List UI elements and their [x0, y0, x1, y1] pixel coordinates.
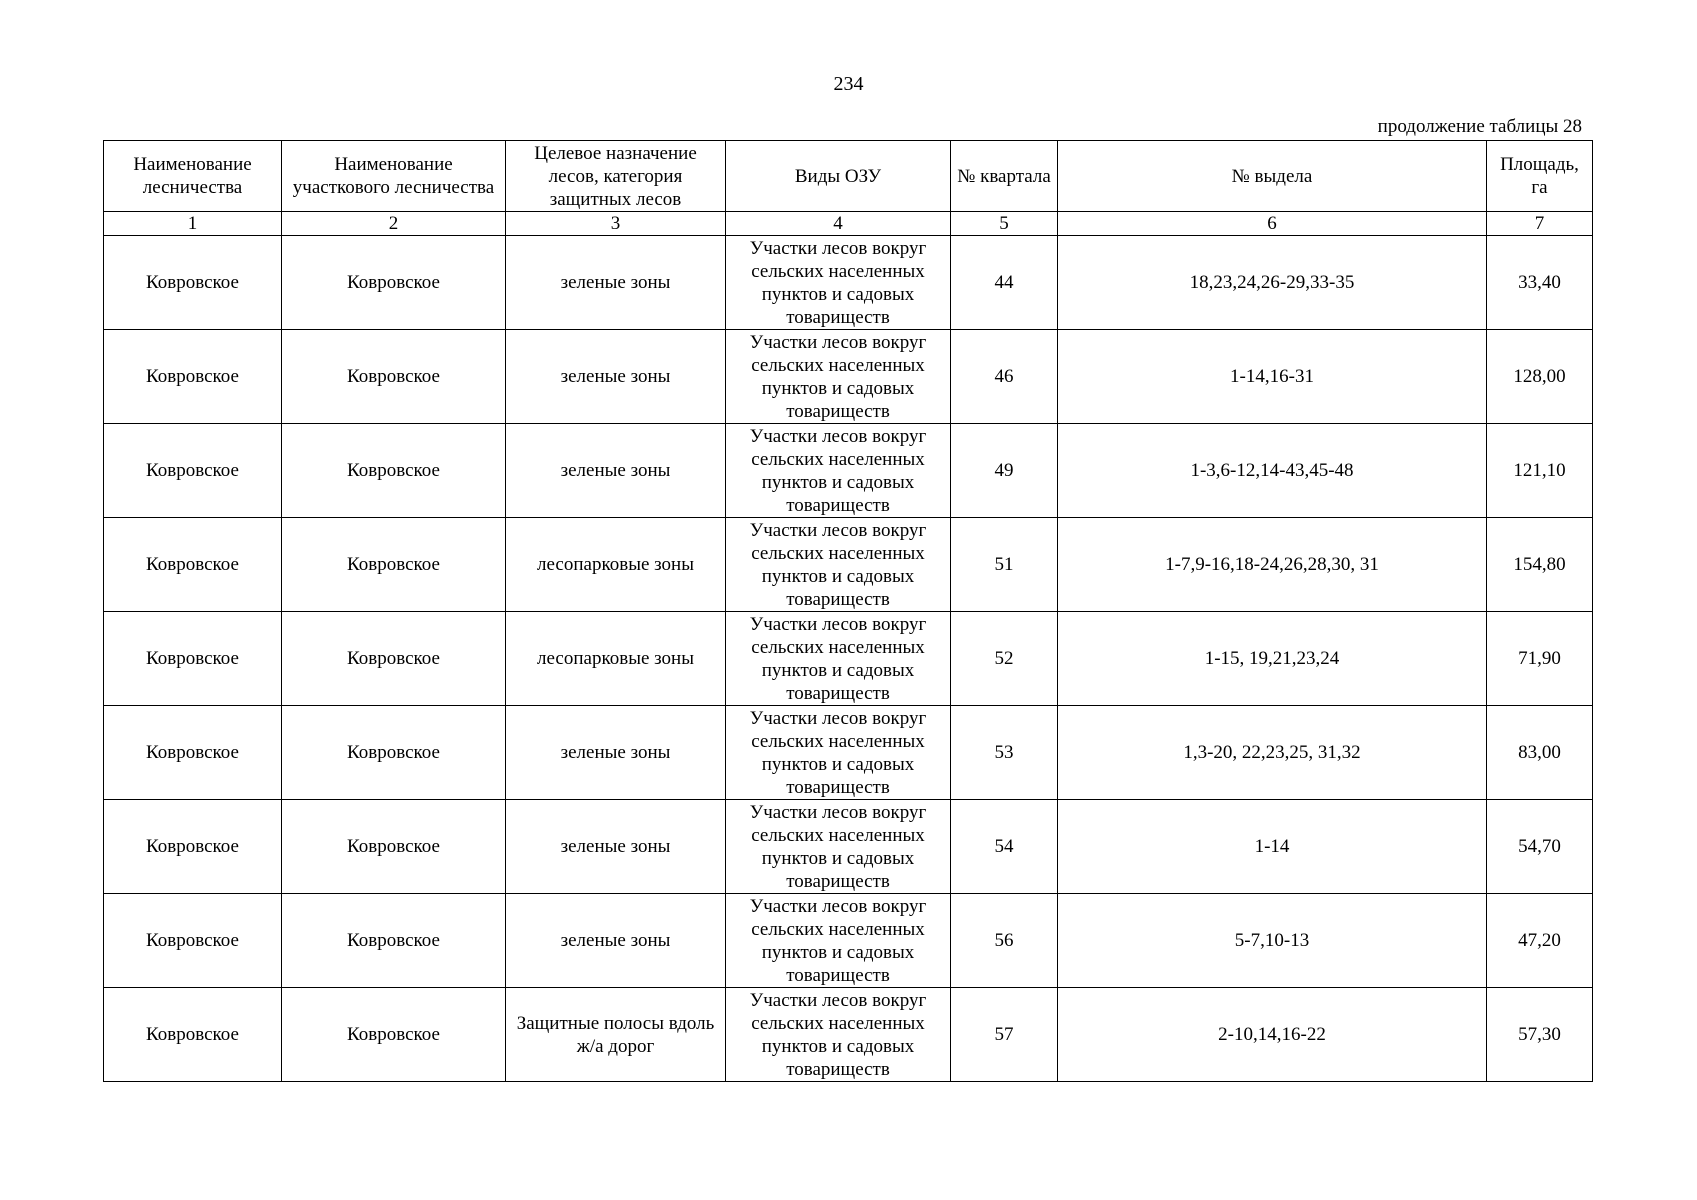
cell-purpose: лесопарковые зоны: [506, 518, 726, 612]
cell-ozu-type: Участки лесов вокруг сельских населенных пунктов и садовых товариществ: [726, 330, 951, 424]
cell-quarter: 57: [951, 988, 1058, 1082]
cell-ozu-type: Участки лесов вокруг сельских населенных пунктов и садовых товариществ: [726, 706, 951, 800]
cell-compartments: 18,23,24,26-29,33-35: [1058, 236, 1487, 330]
cell-district-forestry: Ковровское: [282, 706, 506, 800]
cell-quarter: 56: [951, 894, 1058, 988]
cell-compartments: 1-7,9-16,18-24,26,28,30, 31: [1058, 518, 1487, 612]
cell-area: 121,10: [1487, 424, 1593, 518]
cell-quarter: 44: [951, 236, 1058, 330]
cell-district-forestry: Ковровское: [282, 988, 506, 1082]
cell-district-forestry: Ковровское: [282, 800, 506, 894]
cell-forestry: Ковровское: [104, 236, 282, 330]
cell-compartments: 1-14,16-31: [1058, 330, 1487, 424]
column-header: Наименование участкового лесничества: [282, 141, 506, 212]
table-row: [104, 518, 1593, 612]
table-row: [104, 612, 1593, 706]
table-header-row: [104, 141, 1593, 212]
cell-area: 54,70: [1487, 800, 1593, 894]
cell-area: 83,00: [1487, 706, 1593, 800]
cell-forestry: Ковровское: [104, 612, 282, 706]
column-number: 3: [506, 212, 726, 236]
cell-area: 47,20: [1487, 894, 1593, 988]
column-header: Виды ОЗУ: [726, 141, 951, 212]
cell-compartments: 1,3-20, 22,23,25, 31,32: [1058, 706, 1487, 800]
cell-forestry: Ковровское: [104, 800, 282, 894]
cell-area: 71,90: [1487, 612, 1593, 706]
table-row: [104, 988, 1593, 1082]
cell-purpose: Защитные полосы вдоль ж/а дорог: [506, 988, 726, 1082]
column-number: 1: [104, 212, 282, 236]
column-header: Целевое назначение лесов, категория защитных лесов: [506, 141, 726, 212]
table-row: [104, 236, 1593, 330]
cell-forestry: Ковровское: [104, 988, 282, 1082]
cell-forestry: Ковровское: [104, 706, 282, 800]
cell-ozu-type: Участки лесов вокруг сельских населенных пунктов и садовых товариществ: [726, 424, 951, 518]
cell-purpose: зеленые зоны: [506, 330, 726, 424]
cell-district-forestry: Ковровское: [282, 612, 506, 706]
cell-quarter: 49: [951, 424, 1058, 518]
cell-purpose: зеленые зоны: [506, 706, 726, 800]
cell-ozu-type: Участки лесов вокруг сельских населенных пунктов и садовых товариществ: [726, 894, 951, 988]
cell-compartments: 2-10,14,16-22: [1058, 988, 1487, 1082]
cell-district-forestry: Ковровское: [282, 518, 506, 612]
column-number: 6: [1058, 212, 1487, 236]
cell-district-forestry: Ковровское: [282, 330, 506, 424]
cell-purpose: зеленые зоны: [506, 800, 726, 894]
cell-ozu-type: Участки лесов вокруг сельских населенных пунктов и садовых товариществ: [726, 612, 951, 706]
forest-zones-table: [103, 140, 1593, 1082]
table-row: [104, 706, 1593, 800]
cell-area: 33,40: [1487, 236, 1593, 330]
cell-forestry: Ковровское: [104, 518, 282, 612]
column-header: Наименование лесничества: [104, 141, 282, 212]
cell-quarter: 54: [951, 800, 1058, 894]
cell-ozu-type: Участки лесов вокруг сельских населенных пунктов и садовых товариществ: [726, 988, 951, 1082]
cell-purpose: зеленые зоны: [506, 424, 726, 518]
cell-compartments: 1-3,6-12,14-43,45-48: [1058, 424, 1487, 518]
cell-quarter: 51: [951, 518, 1058, 612]
cell-area: 128,00: [1487, 330, 1593, 424]
cell-quarter: 52: [951, 612, 1058, 706]
table-row: [104, 894, 1593, 988]
page-number: 234: [833, 73, 864, 95]
cell-quarter: 53: [951, 706, 1058, 800]
column-number-row: [104, 212, 1593, 236]
column-number: 7: [1487, 212, 1593, 236]
cell-area: 57,30: [1487, 988, 1593, 1082]
cell-purpose: зеленые зоны: [506, 894, 726, 988]
column-header: № квартала: [951, 141, 1058, 212]
table-row: [104, 330, 1593, 424]
column-number: 5: [951, 212, 1058, 236]
cell-district-forestry: Ковровское: [282, 894, 506, 988]
table-continuation-label: продолжение таблицы 28: [1377, 116, 1582, 137]
cell-area: 154,80: [1487, 518, 1593, 612]
cell-quarter: 46: [951, 330, 1058, 424]
cell-compartments: 1-14: [1058, 800, 1487, 894]
cell-forestry: Ковровское: [104, 330, 282, 424]
column-number: 2: [282, 212, 506, 236]
column-header: № выдела: [1058, 141, 1487, 212]
cell-ozu-type: Участки лесов вокруг сельских населенных пунктов и садовых товариществ: [726, 236, 951, 330]
cell-purpose: зеленые зоны: [506, 236, 726, 330]
table-row: [104, 424, 1593, 518]
cell-ozu-type: Участки лесов вокруг сельских населенных пунктов и садовых товариществ: [726, 518, 951, 612]
cell-compartments: 1-15, 19,21,23,24: [1058, 612, 1487, 706]
cell-ozu-type: Участки лесов вокруг сельских населенных пунктов и садовых товариществ: [726, 800, 951, 894]
cell-forestry: Ковровское: [104, 894, 282, 988]
cell-district-forestry: Ковровское: [282, 236, 506, 330]
column-header: Площадь, га: [1487, 141, 1593, 212]
column-number: 4: [726, 212, 951, 236]
cell-district-forestry: Ковровское: [282, 424, 506, 518]
cell-compartments: 5-7,10-13: [1058, 894, 1487, 988]
cell-forestry: Ковровское: [104, 424, 282, 518]
cell-purpose: лесопарковые зоны: [506, 612, 726, 706]
table-row: [104, 800, 1593, 894]
